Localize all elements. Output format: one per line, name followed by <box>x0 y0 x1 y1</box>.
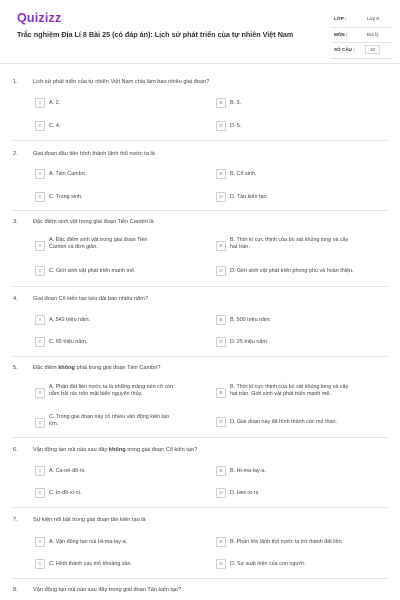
option-letter: B <box>216 315 226 325</box>
question-number: 1. <box>13 79 18 85</box>
option-text: B. Cổ sinh. <box>230 170 257 177</box>
option-text: B. 3. <box>230 99 242 106</box>
question-number: 3. <box>13 219 18 225</box>
divider <box>12 140 388 141</box>
question-text: Vận động tạo núi nào sau đây không trong giai đoạn Cổ kiến tạo? <box>33 447 198 453</box>
option-letter: C <box>35 192 45 202</box>
question-text: Sự kiện nổi bật trong giai đoạn tân kiến tạo là <box>33 517 146 523</box>
option-text: B. Thời kì cực thịnh của bò sát khủng long và cây hạt trần. <box>230 237 349 251</box>
option-text: C. Hình thành các mỏ khoáng sản. <box>49 560 133 567</box>
quizizz-logo: Quizizz <box>17 11 62 25</box>
option-letter: B <box>216 466 226 476</box>
option-letter: C <box>35 418 45 428</box>
divider <box>12 507 388 508</box>
option-letter: C <box>35 559 45 569</box>
option-text: A. 542 triệu năm. <box>49 316 91 323</box>
option-text: D. 25 triệu năm. <box>230 338 269 345</box>
option-letter: D <box>216 559 226 569</box>
question-text: Đặc điểm không phải trong giai đoạn Tiền Cambri? <box>33 365 161 371</box>
question-text: Giai đoạn đầu tiên hình thành lãnh thổ nước ta là <box>33 151 155 157</box>
question-text: Vận động tạo núi nào sau đây trong giai đoạn Tân kiến tạo? <box>33 587 182 593</box>
meta-value: Lớp 8 <box>367 16 379 21</box>
question-number: 5. <box>13 365 18 371</box>
meta-row-subject <box>331 28 393 44</box>
option-letter: B <box>216 388 226 398</box>
meta-key: MÔN : <box>334 31 348 37</box>
option-text: A. Đặc điểm sinh vật trong giai đoạn Tiền Cambri và đơn giản. <box>49 237 148 251</box>
option-text: A. Tiền Cambri. <box>49 170 87 177</box>
option-letter: B <box>216 169 226 179</box>
option-text: B. Hi-ma-lay-a. <box>230 467 266 474</box>
option-text: D. Sự xuất hiện của con người. <box>230 560 306 567</box>
divider <box>12 286 388 287</box>
option-letter: C <box>35 488 45 498</box>
meta-row-grade <box>331 12 393 28</box>
option-letter: A <box>35 169 45 179</box>
meta-value: 10 <box>365 45 380 54</box>
option-text: A. Phần đất liền nước ta là những mảng nền cổ còn nằm trải rác trên mặt biển nguyên thủy. <box>49 384 174 398</box>
option-letter: C <box>35 121 45 131</box>
question-number: 4. <box>13 296 18 302</box>
meta-key: LỚP : <box>334 16 347 21</box>
option-text: D. Tân kiến tạo. <box>230 193 268 200</box>
option-text: C. 65 triệu năm. <box>49 338 88 345</box>
option-letter: B <box>216 241 226 251</box>
option-letter: B <box>216 537 226 547</box>
option-text: A. 2. <box>49 99 61 106</box>
option-text: C. Giới sinh vật phát triển mạnh mẽ. <box>49 267 136 274</box>
meta-row-count <box>331 43 393 59</box>
option-letter: A <box>35 388 45 398</box>
option-text: B. Phần lớn lãnh thổ nước ta trở thành đất liền. <box>230 538 344 545</box>
option-text: C. Trung sinh. <box>49 193 83 200</box>
option-text: D. Giới sinh vật phát triển phong phú và hoàn thiện. <box>230 267 354 274</box>
divider <box>12 210 388 211</box>
option-letter: A <box>35 537 45 547</box>
option-letter: D <box>216 488 226 498</box>
option-text: A. Vận động tạo núi Hi-ma-lay-a. <box>49 538 128 545</box>
question-text: Giai đoạn Cổ kiến tạo kéo dài bao nhiêu năm? <box>33 296 149 302</box>
option-text: C. Trong giai đoạn nay có nhiều vận động kiến tạo lớn. <box>49 414 170 428</box>
meta-value: Địa lý <box>367 31 379 37</box>
divider <box>12 437 388 438</box>
option-letter: D <box>216 337 226 347</box>
option-letter: D <box>216 417 226 427</box>
option-letter: D <box>216 266 226 276</box>
option-letter: B <box>216 98 226 108</box>
option-text: B. Thời kì cực thịnh của bò sát khủng long và cây hạt trần. Giới sinh vật phát triển mạnh mẽ. <box>230 384 349 398</box>
question-text: Lịch sử phát triển của tự nhiên Việt Nam chia làm bao nhiêu giai đoạn? <box>33 79 210 85</box>
option-letter: A <box>35 466 45 476</box>
option-text: D. Giai đoạn này đã hình thành các mỏ than. <box>230 418 337 425</box>
meta-table <box>331 12 393 59</box>
question-number: 8. <box>13 587 18 593</box>
option-text: A. Ca-nê-đô-ni. <box>49 467 86 474</box>
meta-key: SỐ CÂU : <box>334 47 355 52</box>
option-text: B. 500 triệu năm. <box>230 316 272 323</box>
question-number: 2. <box>13 151 18 157</box>
option-letter: A <box>35 98 45 108</box>
option-letter: C <box>35 266 45 276</box>
option-letter: C <box>35 337 45 347</box>
page-title: Trắc nghiệm Địa Lí 8 Bài 25 (có đáp án): Lịch sử phát triển của tự nhiên Việt Nam <box>17 30 294 39</box>
question-number: 6. <box>13 447 18 453</box>
option-letter: A <box>35 315 45 325</box>
divider <box>12 578 388 579</box>
option-text: D. Hec-xi-ni. <box>230 489 260 496</box>
option-text: D. 5. <box>230 122 242 129</box>
page-header <box>0 0 400 64</box>
option-letter: A <box>35 241 45 251</box>
question-number: 7. <box>13 517 18 523</box>
question-text: Đặc điểm sinh vật trong giai đoạn Tiền Cambri là <box>33 219 154 225</box>
divider <box>12 356 388 357</box>
option-text: C. 4. <box>49 122 61 129</box>
option-letter: D <box>216 192 226 202</box>
option-letter: D <box>216 121 226 131</box>
option-text: C. In-đô-xi-ni. <box>49 489 82 496</box>
